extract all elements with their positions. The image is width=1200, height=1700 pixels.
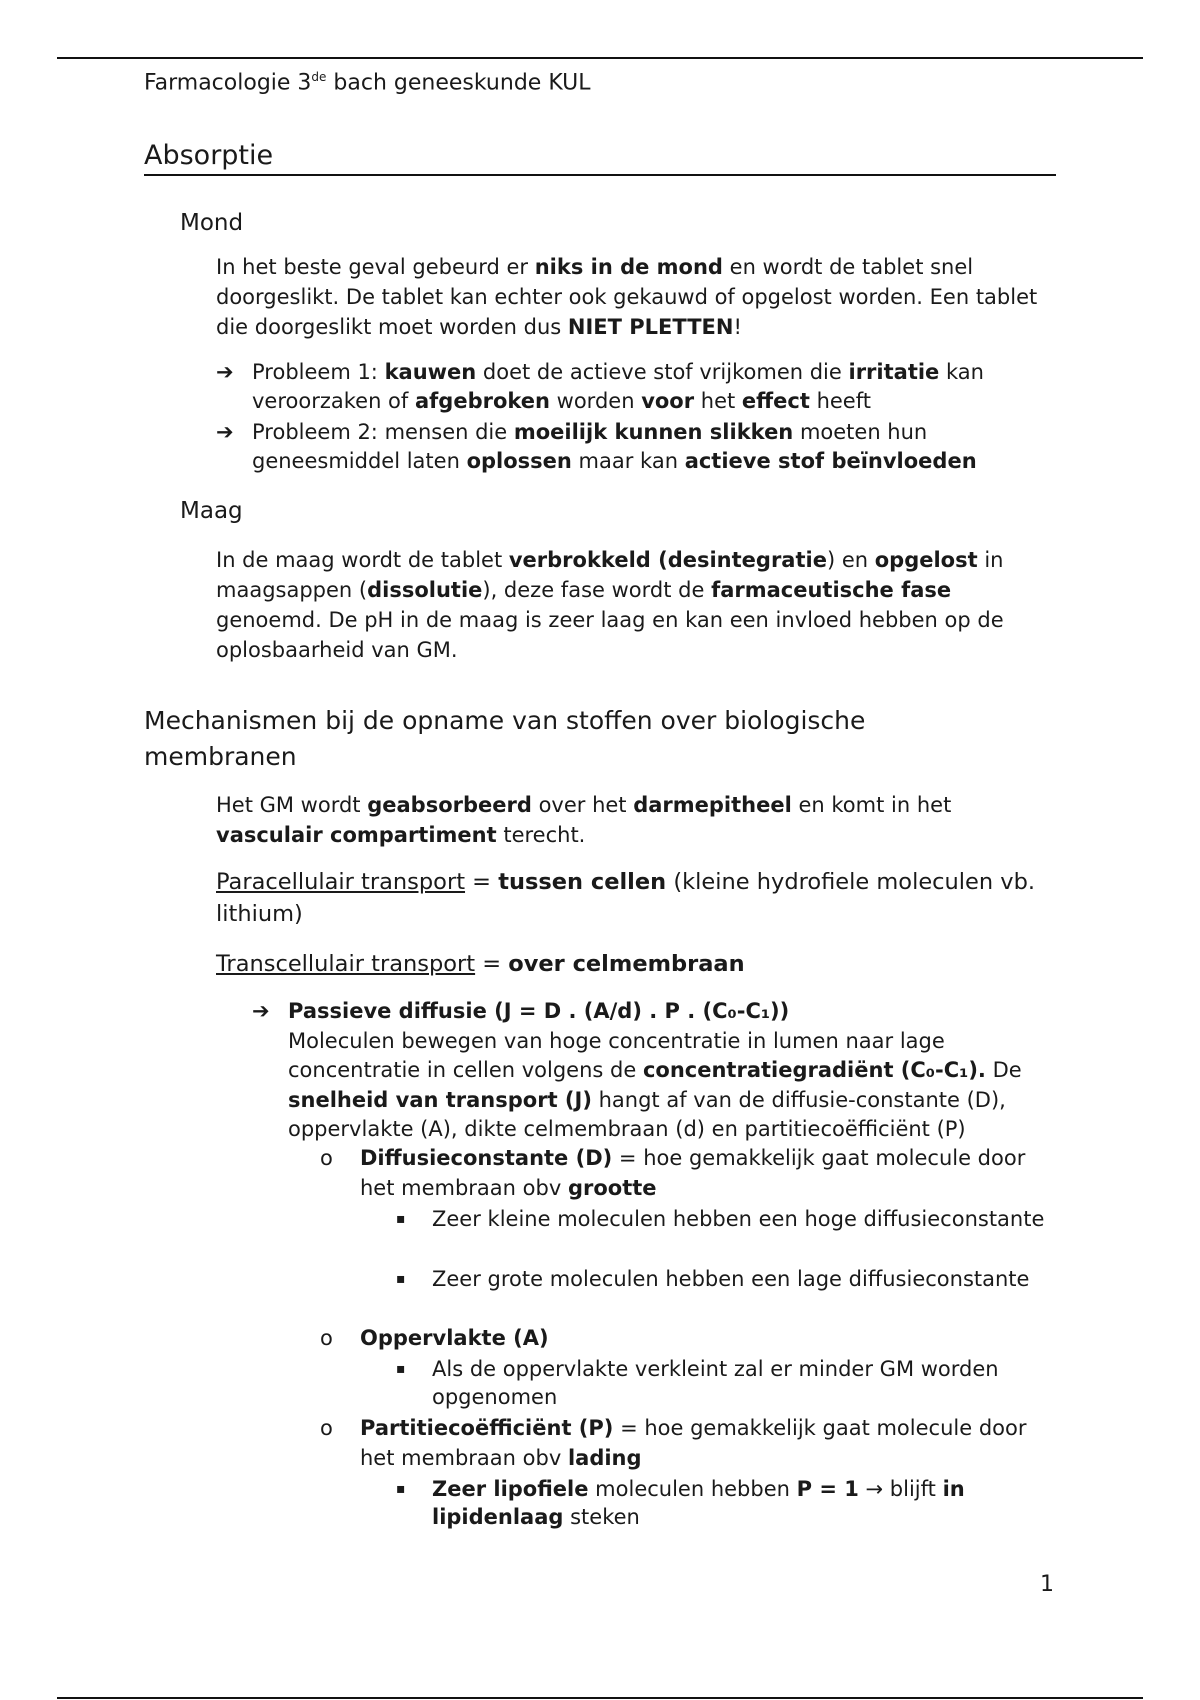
list-item-diff-klein: ▪ Zeer kleine moleculen hebben een hoge diffusieconstante [396, 1207, 1045, 1231]
list-item-opp-verkleint: ▪ Als de oppervlakte verkleint zal er minder GM worden opgenomen [396, 1357, 999, 1409]
heading-absorptie: Absorptie [144, 140, 1056, 176]
heading-maag: Maag [180, 498, 243, 524]
square-bullet-icon: ▪ [396, 1211, 406, 1227]
circle-bullet-icon: o [320, 1416, 333, 1440]
circle-bullet-icon: o [320, 1146, 333, 1170]
top-rule [57, 57, 1143, 59]
list-item-oppervlakte: o Oppervlakte (A) [360, 1323, 1060, 1353]
header-course: Farmacologie 3 [144, 70, 312, 96]
square-bullet-icon: ▪ [396, 1361, 406, 1377]
header-course-rest: bach geneeskunde KUL [326, 70, 591, 96]
heading-mechanismen: Mechanismen bij de opname van stoffen over biologische membranen [144, 706, 866, 771]
list-item-partitiecoefficient: o Partitiecoëfficiënt (P) = hoe gemakkelijk gaat molecule door het membraan obv lading [360, 1413, 1060, 1473]
arrow-icon: ➔ [216, 360, 234, 384]
paragraph-mech-intro: Het GM wordt geabsorbeerd over het darmepitheel en komt in het vasculair compartiment terecht. [216, 793, 952, 847]
list-item-probleem-2: ➔ Probleem 2: mensen die moeilijk kunnen slikken moeten hun geneesmiddel laten oplossen maar kan actieve stof beïnvloeden [216, 420, 977, 473]
list-item-probleem-1: ➔ Probleem 1: kauwen doet de actieve stof vrijkomen die irritatie kan veroorzaken of afgebroken worden voor het effect heeft [216, 360, 984, 413]
list-item-diff-groot: ▪ Zeer grote moleculen hebben een lage diffusieconstante [396, 1267, 1030, 1291]
list-item-lipofiel: ▪ Zeer lipofiele moleculen hebben P = 1 → blijft in lipidenlaag steken [396, 1477, 965, 1529]
paragraph-paracellulair: Paracellulair transport = tussen cellen (kleine hydrofiele moleculen vb. lithium) [216, 869, 1036, 927]
paragraph-mond: In het beste geval gebeurd er niks in de mond en wordt de tablet snel doorgeslikt. De tablet kan echter ook gekauwd of opgelost worden. Een tablet die doorgeslikt moet worden dus NIET PLETTEN! [216, 255, 1038, 339]
running-header [144, 70, 591, 95]
header-superscript: de [311, 70, 327, 84]
list-item-passieve-diffusie: ➔ Passieve diffusie (J = D . (A/d) . P . (C₀-C₁)) Moleculen bewegen van hoge concentratie in lumen naar lage concentratie in cellen volgens de concentratiegradiënt (C₀-C₁). De snelheid van transport (J) hangt af van de diffusie-constante (D), oppervlakte (A), dikte celmembraan (d) en partitiecoëfficiënt (P) [252, 999, 1022, 1141]
paragraph-maag: In de maag wordt de tablet verbrokkeld (desintegratie) en opgelost in maagsappen (dissolutie), deze fase wordt de farmaceutische fase genoemd. De pH in de maag is zeer laag en kan een invloed hebben op de oplosbaarheid van GM. [216, 548, 1004, 662]
arrow-icon: ➔ [216, 420, 234, 444]
bottom-rule [57, 1697, 1143, 1699]
list-item-diffusieconstante: o Diffusieconstante (D) = hoe gemakkelijk gaat molecule door het membraan obv grootte [360, 1143, 1060, 1203]
circle-bullet-icon: o [320, 1326, 333, 1350]
page-number: 1 [1040, 1572, 1054, 1597]
passieve-diffusie-title: Passieve diffusie (J = D . (A/d) . P . (C₀-C₁)) [288, 999, 790, 1023]
square-bullet-icon: ▪ [396, 1271, 406, 1287]
heading-mond: Mond [180, 210, 244, 236]
arrow-icon: ➔ [252, 999, 270, 1023]
paragraph-transcellulair: Transcellulair transport = over celmembraan [216, 951, 745, 977]
square-bullet-icon: ▪ [396, 1481, 406, 1497]
